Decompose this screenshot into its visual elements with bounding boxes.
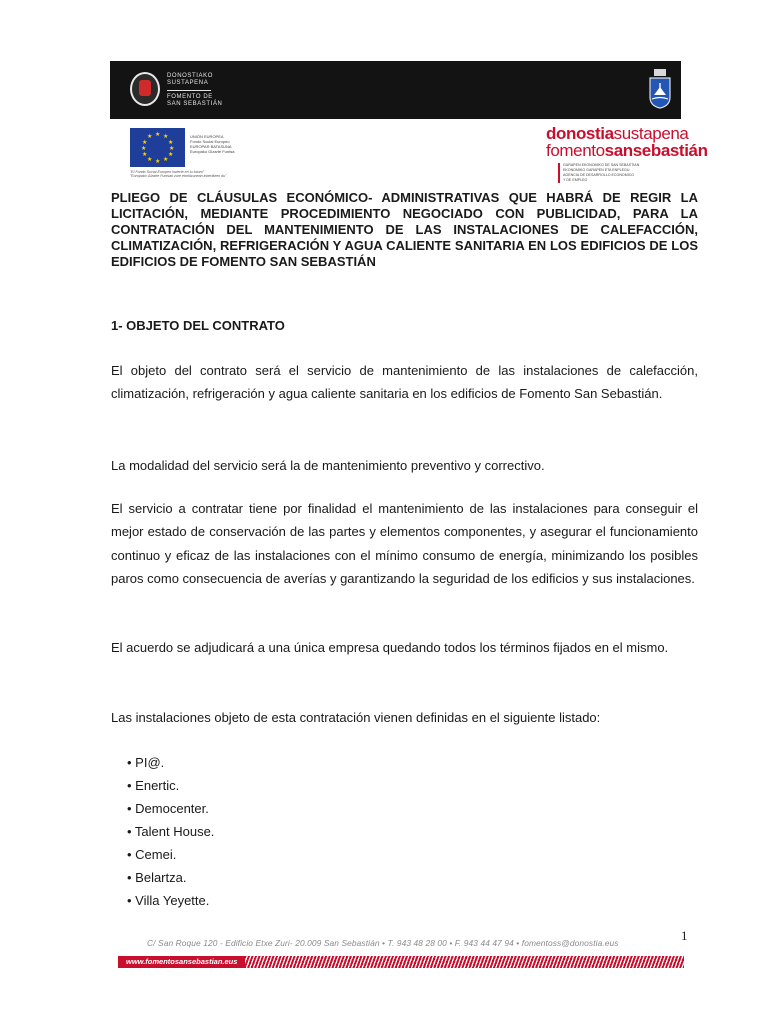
eu-label-line: EUROPAR BATASUNA [190, 144, 232, 149]
paragraph-objeto: El objeto del contrato será el servicio de mantenimiento de las instalaciones de calefacción, climatización, refrigeración y agua caliente sanitaria en los edificios de Fomento San Sebastián. [111, 363, 698, 402]
logo-subtitle-line: EKONOMIKO GARAPEN ETA ENPLEGU [563, 168, 630, 172]
footer-address: C/ San Roque 120 - Edificio Etxe Zuri- 20.009 San Sebastián • T. 943 48 28 00 • F. 943 44 47 94 • fomentoss@donostia.eus [147, 938, 619, 948]
logo-subtitle-line: GARAPEN EKONOMIKO DE SAN SEBASTIAN [563, 163, 640, 167]
eu-flag-icon: ★ ★ ★ ★ ★ ★ ★ ★ ★ ★ ★ ★ [130, 128, 185, 167]
logo-subtitle-line: Y DE EMPLEO [563, 178, 588, 182]
coat-of-arms-icon [648, 69, 672, 109]
city-seal-icon [130, 72, 160, 106]
list-item: • PI@. [127, 755, 165, 770]
fomento-logo [546, 124, 708, 183]
eu-label-line: UNIÓN EUROPEA [190, 134, 224, 139]
logo-word: donostia [546, 124, 614, 143]
document-title: PLIEGO DE CLÁUSULAS ECONÓMICO- ADMINISTRATIVAS QUE HABRÁ DE REGIR LA LICITACIÓN, MEDIANTE PROCEDIMIENTO NEGOCIADO CON PUBLICIDAD, PARA LA CONTRATACIÓN DEL MANTENIMIENTO DE LAS INSTALACIONES DE CALEFACCIÓN, CLIMATIZACIÓN, REFRIGERACIÓN Y AGUA CALIENTE SANITARIA EN LOS EDIFICIOS DE LOS EDIFICIOS DE FOMENTO SAN SEBASTIÁN [111, 190, 698, 269]
paragraph-finalidad: El servicio a contratar tiene por finalidad el mantenimiento de las instalaciones para conseguir el mejor estado de conservación de las partes y elementos componentes, y asegurar el funcionamiento continuo y eficaz de las instalaciones con el mínimo consumo de energía, minimizando los posibles paros como consecuencia de averías y garantizando la seguridad de los edificios y sus instalaciones. [111, 501, 698, 586]
page-number: 1 [681, 928, 688, 943]
list-item: • Enertic. [127, 778, 180, 793]
eu-caption-line: "Europako Gizarte Funtsak zure etorkizunean inbertitzen du" [130, 174, 227, 178]
logo-subtitle-line: AGENCIA DE DESARROLLO ECONOMICO [563, 173, 635, 177]
list-item: • Villa Yeyette. [127, 893, 210, 908]
logo-line-1 [546, 124, 689, 143]
section-heading: 1- OBJETO DEL CONTRATO [111, 318, 285, 333]
header-banner [110, 61, 681, 119]
eu-logo [130, 128, 235, 178]
logo-word: sustapena [613, 124, 689, 143]
list-item: • Belartza. [127, 870, 187, 885]
banner-line: SUSTAPENA [167, 80, 209, 86]
eu-label [190, 134, 250, 154]
banner-divider [167, 90, 211, 91]
eu-caption-line: "El Fondo Social Europeo invierte en tu futuro" [130, 170, 205, 174]
banner-line: DONOSTIAKO [167, 73, 214, 79]
logo-word: sansebastián [604, 141, 708, 160]
list-item: • Cemei. [127, 847, 177, 862]
eu-label-line: Europako Gizarte Funtsa [190, 149, 235, 154]
logo-line-2 [546, 141, 708, 160]
paragraph-acuerdo: El acuerdo se adjudicará a una única empresa quedando todos los términos fijados en el mismo. [111, 640, 669, 655]
banner-line: FOMENTO DE [167, 94, 213, 100]
paragraph-instalaciones: Las instalaciones objeto de esta contratación vienen definidas en el siguiente listado: [111, 710, 601, 725]
footer-website-link[interactable]: www.fomentosansebastian.eus [118, 956, 245, 968]
paragraph-modalidad: La modalidad del servicio será la de mantenimiento preventivo y correctivo. [111, 458, 545, 473]
logo-word: fomento [546, 141, 605, 160]
list-item: • Talent House. [127, 824, 215, 839]
banner-org-name [167, 73, 222, 108]
installations-list [127, 751, 214, 912]
list-item: • Democenter. [127, 801, 209, 816]
logo-subtitle [558, 163, 676, 183]
eu-label-line: Fondo Social Europeo [190, 139, 230, 144]
banner-line: SAN SEBASTIÁN [167, 101, 223, 107]
eu-caption [130, 170, 260, 178]
